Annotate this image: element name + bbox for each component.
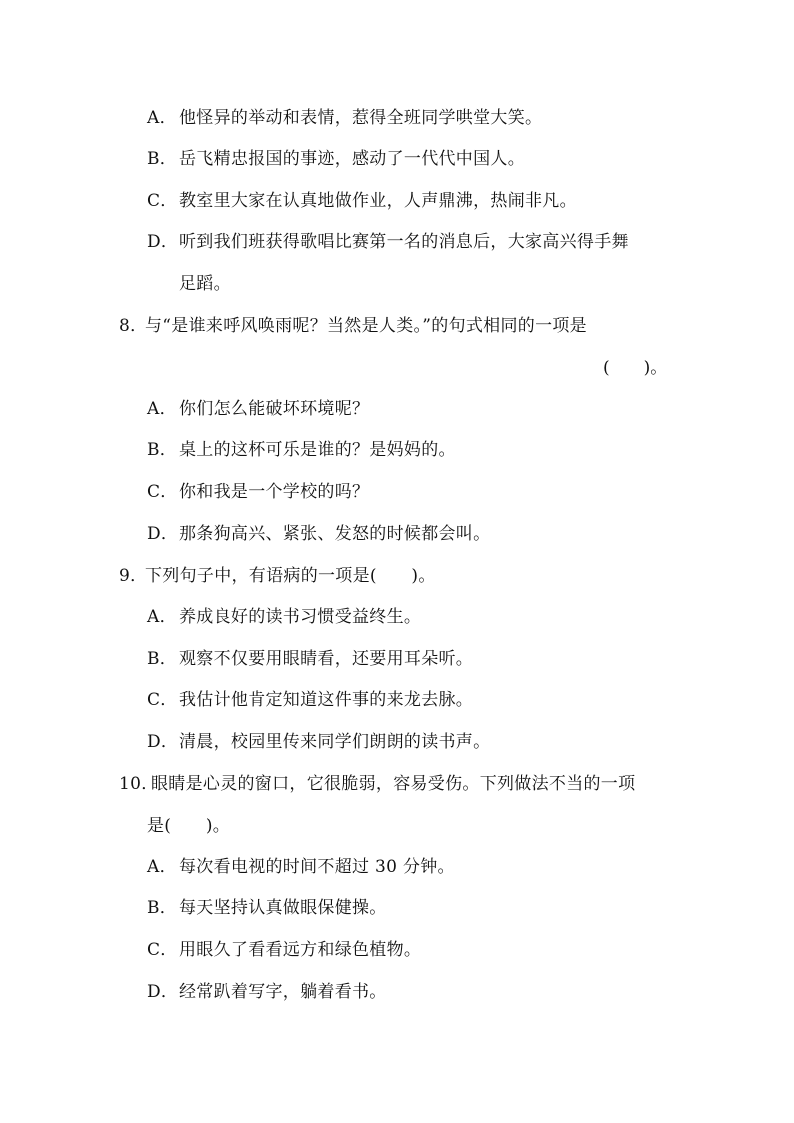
q8-option-a xyxy=(147,398,369,420)
q8-answer-blank: ( )。 xyxy=(603,358,668,378)
option-text: 他怪异的举动和表情，惹得全班同学哄堂大笑。 xyxy=(179,108,543,128)
option-letter: B． xyxy=(147,440,178,460)
option-text: 养成良好的读书习惯受益终生。 xyxy=(179,607,422,627)
option-letter: B． xyxy=(147,898,178,918)
q9-option-b xyxy=(147,648,473,670)
option-letter: A． xyxy=(147,399,177,419)
q9-stem xyxy=(119,565,436,587)
q8-option-b xyxy=(147,439,456,461)
option-text: 桌上的这杯可乐是谁的？是妈妈的。 xyxy=(179,440,456,460)
option-text: 用眼久了看看远方和绿色植物。 xyxy=(179,940,422,960)
option-letter: B． xyxy=(147,149,178,169)
question-number: 9． xyxy=(119,566,148,586)
option-letter: D． xyxy=(147,232,179,252)
option-letter: A． xyxy=(147,108,177,128)
option-text: 教室里大家在认真地做作业，人声鼎沸，热闹非凡。 xyxy=(179,191,577,211)
option-text: 清晨，校园里传来同学们朗朗的读书声。 xyxy=(179,732,491,752)
option-text: 你们怎么能破坏环境呢？ xyxy=(179,399,370,419)
option-text: 每次看电视的时间不超过 30 分钟。 xyxy=(179,857,455,877)
q7-option-b xyxy=(147,148,525,170)
q7-option-a xyxy=(147,107,542,129)
q9-option-a xyxy=(147,606,421,628)
question-text: 下列句子中，有语病的一项是( )。 xyxy=(145,566,436,586)
option-letter: A． xyxy=(147,857,177,877)
option-letter: A． xyxy=(147,607,177,627)
option-text: 岳飞精忠报国的事迹，感动了一代代中国人。 xyxy=(179,149,525,169)
option-letter: C． xyxy=(147,482,178,502)
q10-option-d xyxy=(147,981,387,1003)
q9-option-d xyxy=(147,731,490,753)
question-text: 与“是谁来呼风唤雨呢？当然是人类。”的句式相同的一项是 xyxy=(145,316,587,336)
question-text: 眼睛是心灵的窗口，它很脆弱，容易受伤。下列做法不当的一项 xyxy=(151,774,636,794)
option-letter: C． xyxy=(147,690,178,710)
option-text: 那条狗高兴、紧张、发怒的时候都会叫。 xyxy=(179,524,491,544)
option-text: 我估计他肯定知道这件事的来龙去脉。 xyxy=(179,690,474,710)
option-letter: D． xyxy=(147,524,179,544)
q10-option-b xyxy=(147,897,387,919)
option-letter: B． xyxy=(147,649,178,669)
q9-option-c xyxy=(147,689,473,711)
q8-option-d xyxy=(147,523,490,545)
option-letter: D． xyxy=(147,982,179,1002)
option-text: 每天坚持认真做眼保健操。 xyxy=(179,898,387,918)
option-text: 观察不仅要用眼睛看，还要用耳朵听。 xyxy=(179,649,474,669)
option-letter: C． xyxy=(147,940,178,960)
option-letter: D． xyxy=(147,732,179,752)
q7-option-c xyxy=(147,190,577,212)
q10-stem xyxy=(119,773,635,795)
q8-stem xyxy=(119,315,587,337)
q10-option-a xyxy=(147,856,455,878)
option-text: 听到我们班获得歌唱比赛第一名的消息后，大家高兴得手舞 xyxy=(179,232,629,252)
q7-option-d-continuation: 足蹈。 xyxy=(179,274,231,294)
q7-option-d xyxy=(147,231,629,253)
question-number: 10． xyxy=(119,774,159,794)
question-number: 8． xyxy=(119,316,148,336)
option-text: 经常趴着写字，躺着看书。 xyxy=(179,982,387,1002)
option-letter: C． xyxy=(147,191,178,211)
q8-option-c xyxy=(147,481,369,503)
q10-stem-continuation: 是( )。 xyxy=(147,816,231,836)
option-text: 你和我是一个学校的吗？ xyxy=(179,482,370,502)
q10-option-c xyxy=(147,939,421,961)
